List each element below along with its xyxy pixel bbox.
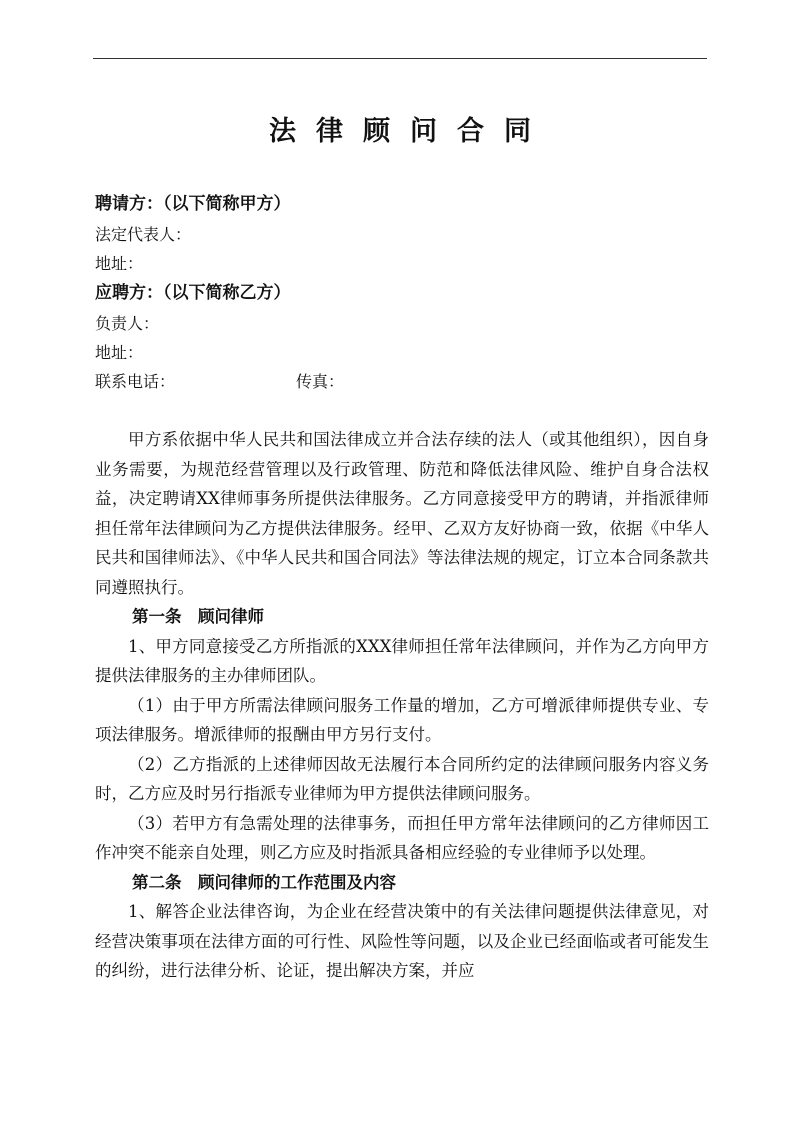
contact-row: [95, 368, 175, 396]
article-2-clause-1: 1、解答企业法律咨询，为企业在经营决策中的有关法律问题提供法律意见，对经营决策事项在法律方面的可行性、风险性等问题，以及企业已经面临或者可能发生的纠纷，进行法律分析、论证，提出解决方案，并应: [95, 902, 709, 980]
employee-heading: 应聘方：（以下简称乙方）: [95, 283, 291, 303]
article-1-clause-1: 1、甲方同意接受乙方所指派的XXX律师担任常年法律顾问，并作为乙方向甲方提供法律服务的主办律师团队。: [95, 636, 709, 685]
fax-label: 传真：: [296, 372, 345, 391]
document-title: 法律顾问合同: [269, 116, 551, 147]
responsible-label: 负责人：: [95, 314, 160, 333]
phone-label: 联系电话：: [95, 372, 176, 391]
contract-body: [95, 425, 709, 986]
preamble-paragraph: 甲方系依据中华人民共和国法律成立并合法存续的法人（或其他组织），因自身业务需要，为规范经营管理以及行政管理、防范和降低法律风险、维护自身合法权益，决定聘请XX律师事务所提供法律服务。乙方同意接受甲方的聘请，并指派律师担任常年法律顾问为乙方提供法律服务。经甲、乙双方友好协商一致，依据《中华人民共和国律师法》、《中华人民共和国合同法》等法律法规的规定，订立本合同条款共同遵照执行。: [95, 430, 709, 597]
article-1-subclause-3: （3）若甲方有急需处理的法律事务，而担任甲方常年法律顾问的乙方律师因工作冲突不能亲自处理，则乙方应及时指派具备相应经验的专业律师予以处理。: [95, 813, 709, 862]
employee-address-label: 地址：: [95, 343, 144, 362]
employer-heading: 聘请方：（以下简称甲方）: [95, 194, 291, 214]
article-1-heading: 第一条 顾问律师: [132, 607, 264, 626]
legal-rep-label: 法定代表人：: [95, 225, 192, 244]
header-rule: [93, 58, 707, 59]
article-2-heading: 第二条 顾问律师的工作范围及内容: [132, 872, 396, 892]
article-1-subclause-1: （1）由于甲方所需法律顾问服务工作量的增加，乙方可增派律师提供专业、专项法律服务。增派律师的报酬由甲方另行支付。: [95, 695, 709, 744]
article-1-subclause-2: （2）乙方指派的上述律师因故无法履行本合同所约定的法律顾问服务内容义务时，乙方应及时另行指派专业律师为甲方提供法律顾问服务。: [95, 754, 709, 803]
employer-address-label: 地址：: [95, 254, 144, 273]
